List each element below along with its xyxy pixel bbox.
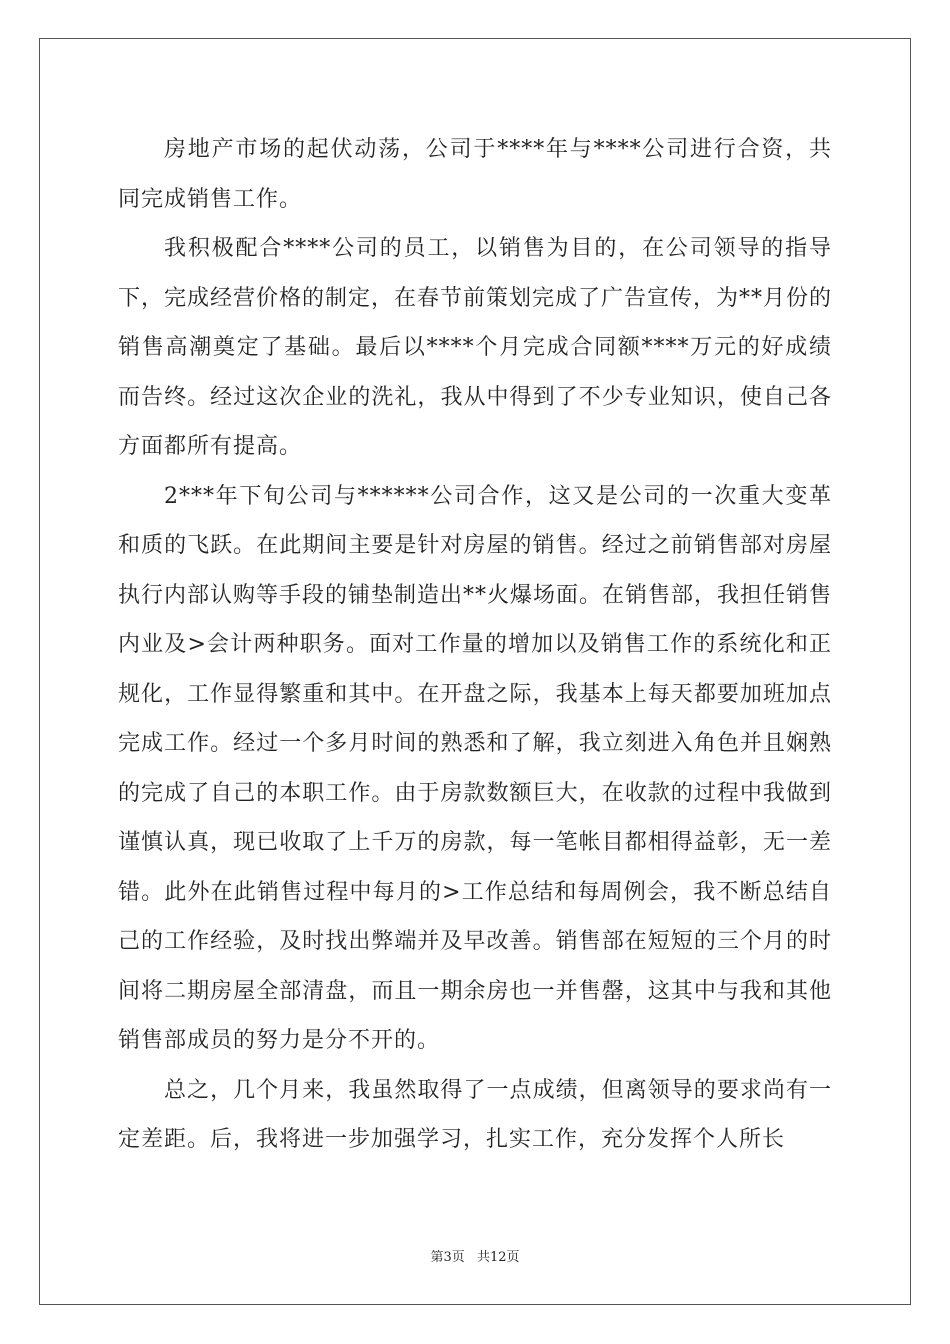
page-number: 第3页 <box>430 1250 465 1265</box>
paragraph-1: 房地产市场的起伏动荡，公司于****年与****公司进行合资，共同完成销售工作。 <box>118 137 832 212</box>
paragraph-4: 总之，几个月来，我虽然取得了一点成绩，但离领导的要求尚有一定差距。后，我将进一步加强学习，扎实工作，充分发挥个人所长 <box>118 1077 832 1152</box>
page-total: 共12页 <box>476 1250 520 1265</box>
page-footer <box>0 1246 950 1265</box>
document-body <box>118 125 832 1165</box>
paragraph-3: 2***年下旬公司与******公司合作，这又是公司的一次重大变革和质的飞跃。在此期间主要是针对房屋的销售。经过之前销售部对房屋执行内部认购等手段的铺垫制造出**火爆场面。在销售部，我担任销售内业及>会计两种职务。面对工作量的增加以及销售工作的系统化和正规化，工作显得繁重和其中。在开盘之际，我基本上每天都要加班加点完成工作。经过一个多月时间的熟悉和了解，我立刻进入角色并且娴熟的完成了自己的本职工作。由于房款数额巨大，在收款的过程中我做到谨慎认真，现已收取了上千万的房款，每一笔帐目都相得益彰，无一差错。此外在此销售过程中每月的>工作总结和每周例会，我不断总结自己的工作经验，及时找出弊端并及早改善。销售部在短短的三个月的时间将二期房屋全部清盘，而且一期余房也一并售罄，这其中与我和其他销售部成员的努力是分不开的。 <box>118 483 833 1053</box>
paragraph-2: 我积极配合****公司的员工，以销售为目的，在公司领导的指导下，完成经营价格的制定，在春节前策划完成了广告宣传，为**月份的销售高潮奠定了基础。最后以****个月完成合同额****万元的好成绩而告终。经过这次企业的洗礼，我从中得到了不少专业知识，使自己各方面都所有提高。 <box>118 236 833 459</box>
